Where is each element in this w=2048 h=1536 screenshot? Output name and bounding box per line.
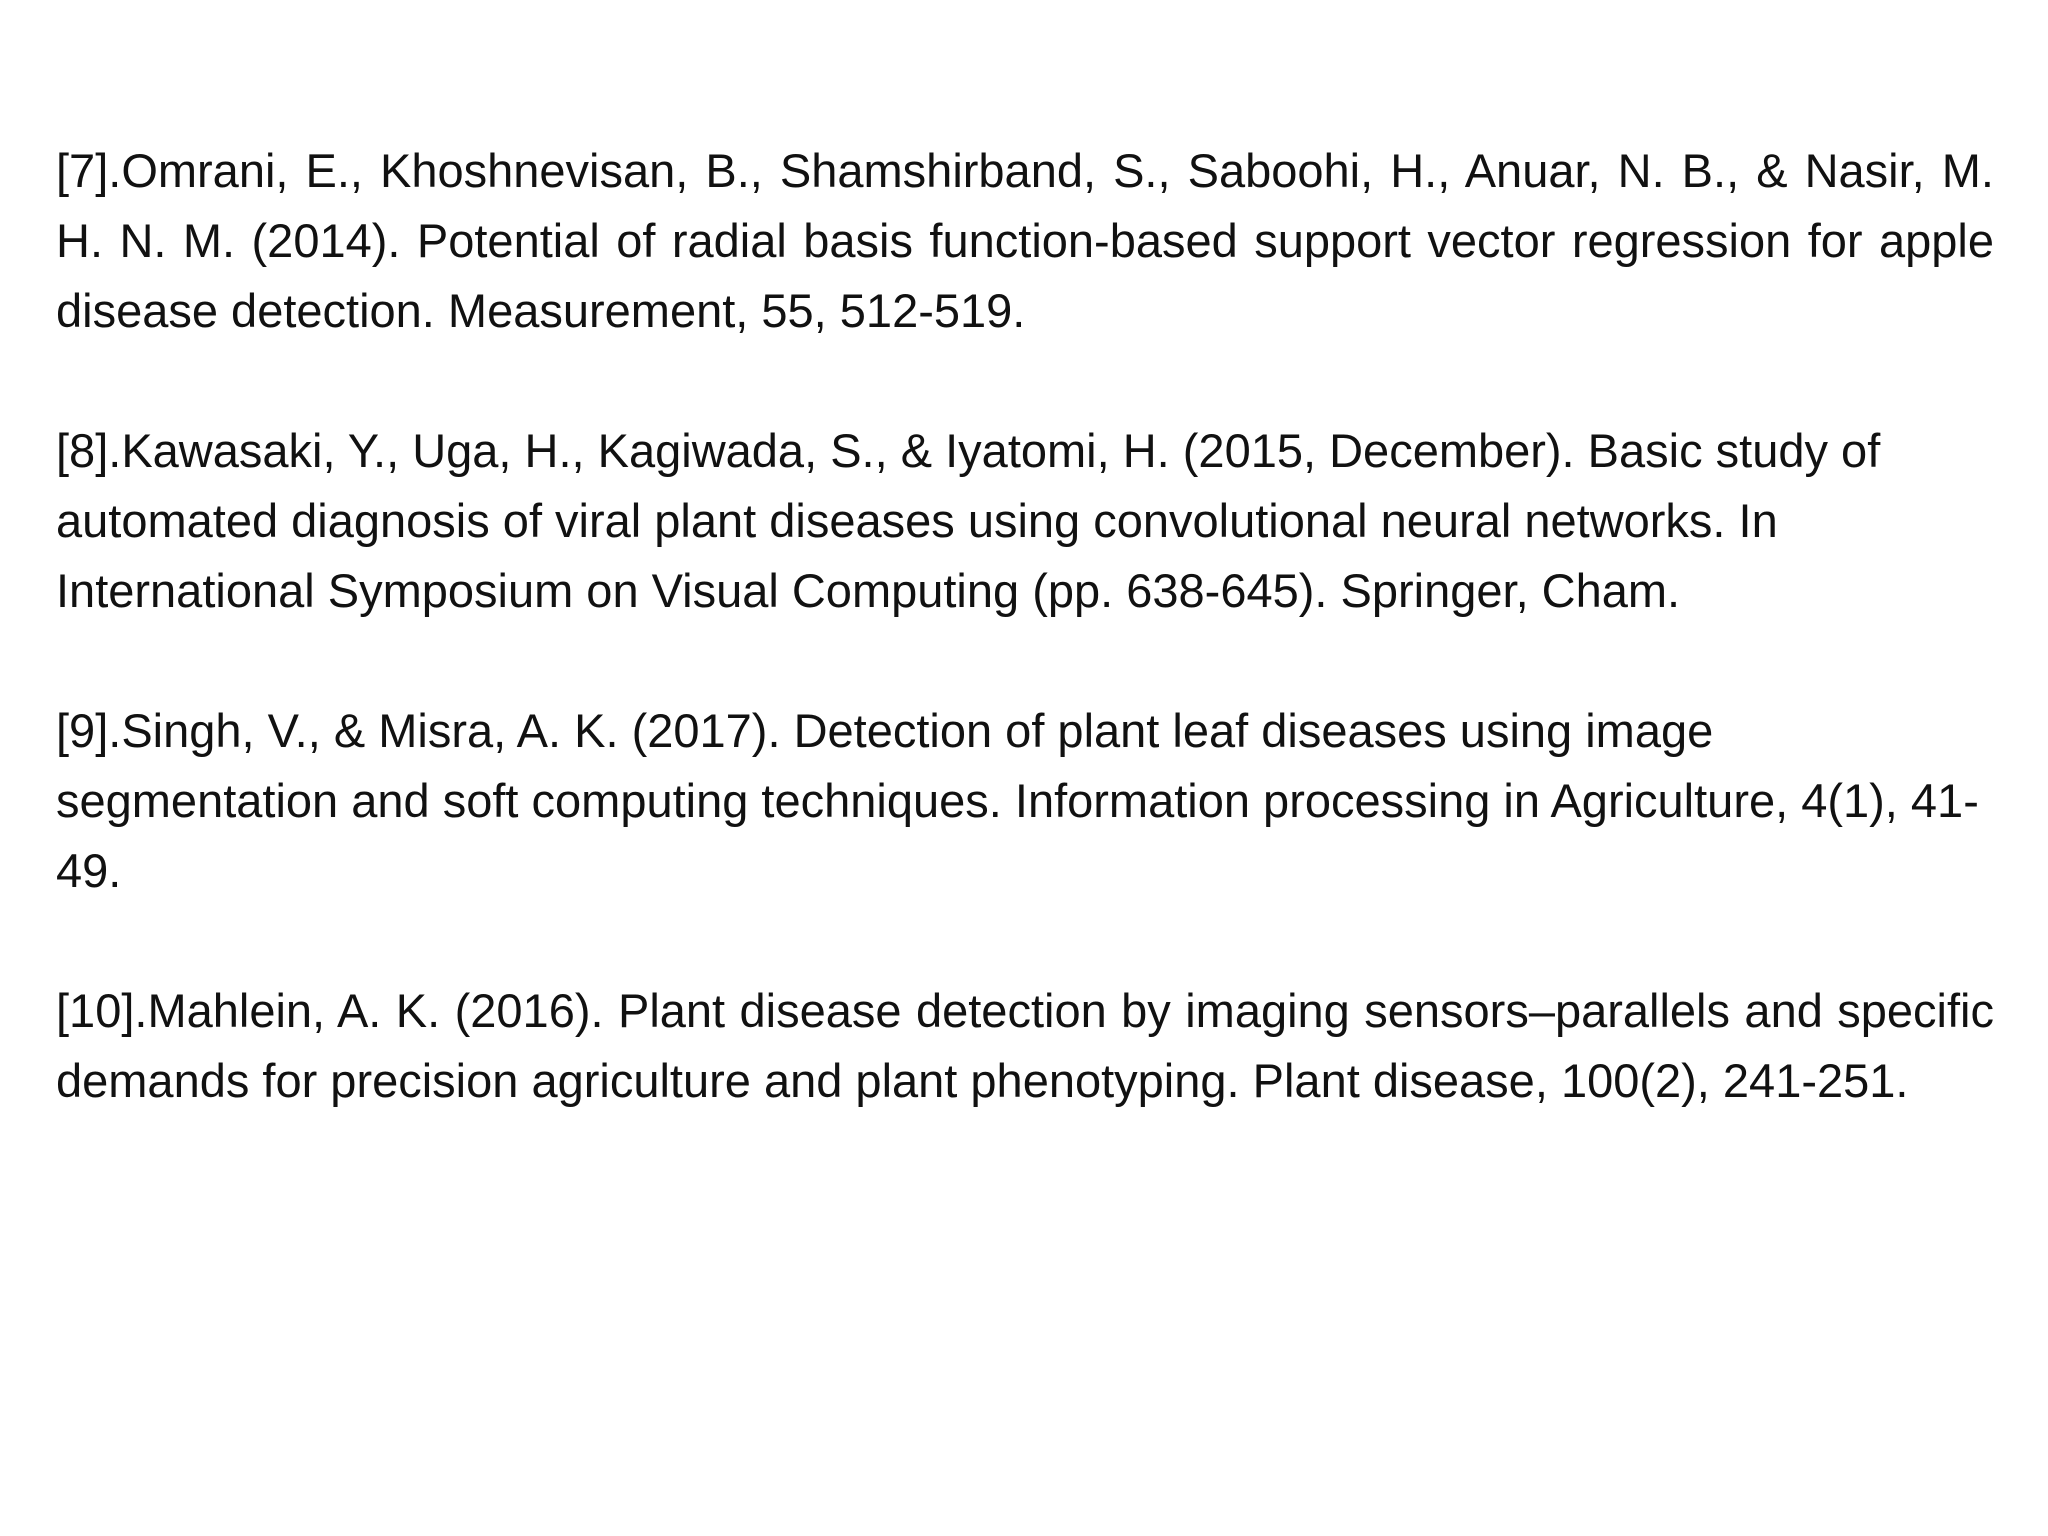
reference-7: [7].Omrani, E., Khoshnevisan, B., Shamshirband, S., Saboohi, H., Anuar, N. B., & Nasir, M. H. N. M. (2014). Potential of radial basis function-based support vector regression for apple disease detection. Measurement, 55, 512-519. bbox=[56, 144, 1994, 337]
reference-8: [8].Kawasaki, Y., Uga, H., Kagiwada, S., & Iyatomi, H. (2015, December). Basic study of automated diagnosis of viral plant diseases using convolutional neural networks. In International Symposium on Visual Computing (pp. 638-645). Springer, Cham. bbox=[56, 424, 1881, 617]
reference-list bbox=[56, 136, 1994, 1186]
reference-10: [10].Mahlein, A. K. (2016). Plant disease detection by imaging sensors–parallels and specific demands for precision agriculture and plant phenotyping. Plant disease, 100(2), 241-251. bbox=[56, 984, 1994, 1107]
reference-9: [9].Singh, V., & Misra, A. K. (2017). Detection of plant leaf diseases using image segmentation and soft computing techniques. Information processing in Agriculture, 4(1), 41-49. bbox=[56, 704, 1979, 897]
